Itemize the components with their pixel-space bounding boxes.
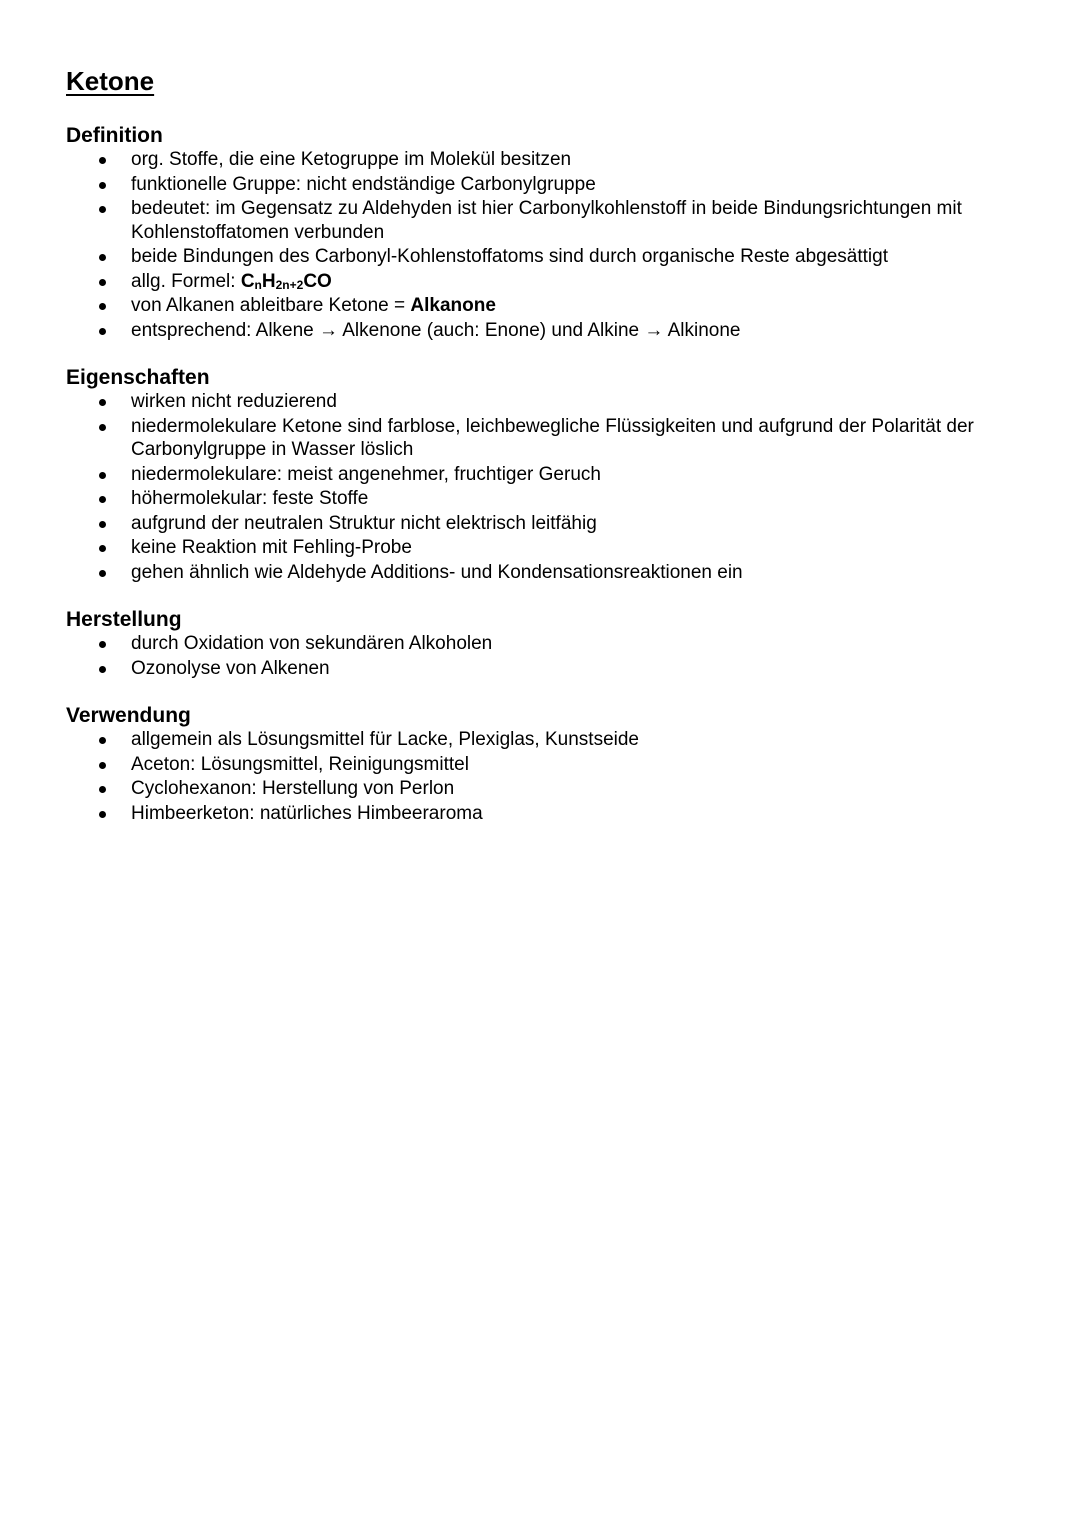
list-item: [66, 390, 1026, 414]
list-item-text: Cyclohexanon: Herstellung von Perlon: [131, 778, 455, 799]
bullet-icon: [99, 206, 106, 213]
bullet-icon: [99, 303, 106, 310]
list-item-text: von Alkanen ableitbare Ketone =: [131, 295, 411, 316]
list-item-text: Aceton: Lösungsmittel, Reinigungsmittel: [131, 753, 469, 775]
bullet-list: [66, 632, 1026, 680]
bullet-icon: [99, 811, 106, 818]
list-item: [66, 777, 1026, 801]
bullet-icon: [99, 279, 106, 286]
section-heading: Verwendung: [66, 704, 191, 727]
list-item: [66, 487, 1026, 511]
bullet-icon: [99, 570, 106, 577]
list-item: [66, 294, 1026, 318]
bullet-icon: [99, 254, 106, 261]
section-heading: Herstellung: [66, 608, 182, 631]
bold-term: Alkanone: [410, 295, 496, 316]
list-item: [66, 173, 1026, 197]
section-heading: Definition: [66, 124, 163, 147]
section-herstellung: [66, 608, 1026, 680]
bullet-list: [66, 390, 1026, 584]
list-item: [66, 657, 1026, 681]
section-verwendung: [66, 704, 1026, 825]
section-eigenschaften: [66, 366, 1026, 584]
list-item-text: allg. Formel:: [131, 270, 241, 292]
list-item-text: gehen ähnlich wie Aldehyde Additions- und Kondensationsreaktionen ein: [131, 561, 743, 583]
list-item: [66, 802, 1026, 826]
list-item: [66, 753, 1026, 777]
bullet-icon: [99, 762, 106, 769]
list-item-text: wirken nicht reduzierend: [131, 391, 337, 412]
section-definition: [66, 124, 1026, 342]
list-item-text: funktionelle Gruppe: nicht endständige Carbonylgruppe: [131, 173, 596, 195]
list-item: [66, 197, 1026, 244]
bullet-icon: [99, 472, 106, 479]
page-title: Ketone: [66, 66, 155, 96]
list-item: [66, 561, 1026, 585]
bullet-icon: [99, 157, 106, 164]
list-item-text: durch Oxidation von sekundären Alkoholen: [131, 633, 493, 654]
list-item: [66, 415, 1026, 462]
list-item-text: Ozonolyse von Alkenen: [131, 657, 330, 679]
bullet-icon: [99, 521, 106, 528]
list-item-text: aufgrund der neutralen Struktur nicht elektrisch leitfähig: [131, 512, 597, 534]
bullet-icon: [99, 328, 106, 335]
list-item: [66, 536, 1026, 560]
bullet-list: [66, 728, 1026, 825]
list-item: [66, 245, 1026, 269]
list-item-text: höhermolekular: feste Stoffe: [131, 488, 369, 509]
list-item: [66, 463, 1026, 487]
bullet-icon: [99, 424, 106, 431]
bullet-icon: [99, 786, 106, 793]
bullet-icon: [99, 399, 106, 406]
list-item-text: bedeutet: im Gegensatz zu Aldehyden ist hier Carbonylkohlenstoff in beide Bindungsrichtungen mit Kohlenstoffatomen verbunden: [131, 198, 962, 243]
bullet-icon: [99, 545, 106, 552]
list-item: [66, 270, 1026, 294]
list-item-text: keine Reaktion mit Fehling-Probe: [131, 537, 412, 558]
list-item-text: Himbeerketon: natürliches Himbeeraroma: [131, 802, 483, 824]
bullet-icon: [99, 496, 106, 503]
document-page: [66, 64, 1026, 849]
list-item: [66, 319, 1026, 343]
section-heading: Eigenschaften: [66, 366, 210, 389]
list-item: [66, 728, 1026, 752]
list-item-text: allgemein als Lösungsmittel für Lacke, Plexiglas, Kunstseide: [131, 729, 639, 750]
list-item-text: niedermolekulare: meist angenehmer, fruchtiger Geruch: [131, 463, 601, 485]
list-item: [66, 632, 1026, 656]
list-item: [66, 512, 1026, 536]
bullet-list: [66, 148, 1026, 342]
list-item-text: org. Stoffe, die eine Ketogruppe im Molekül besitzen: [131, 149, 572, 170]
bullet-icon: [99, 641, 106, 648]
bullet-icon: [99, 182, 106, 189]
bullet-icon: [99, 666, 106, 673]
general-formula: $C_nH_{2n+2}CO$: [240, 270, 332, 292]
list-item: [66, 148, 1026, 172]
list-item-text: niedermolekulare Ketone sind farblose, leichbewegliche Flüssigkeiten und aufgrund der Polarität der Carbonylgruppe in Wasser löslich: [131, 415, 974, 460]
list-item-text: beide Bindungen des Carbonyl-Kohlenstoffatoms sind durch organische Reste abgesättigt: [131, 246, 888, 267]
bullet-icon: [99, 737, 106, 744]
list-item-text: entsprechend: Alkene → Alkenone (auch: Enone) und Alkine → Alkinone: [131, 319, 741, 341]
